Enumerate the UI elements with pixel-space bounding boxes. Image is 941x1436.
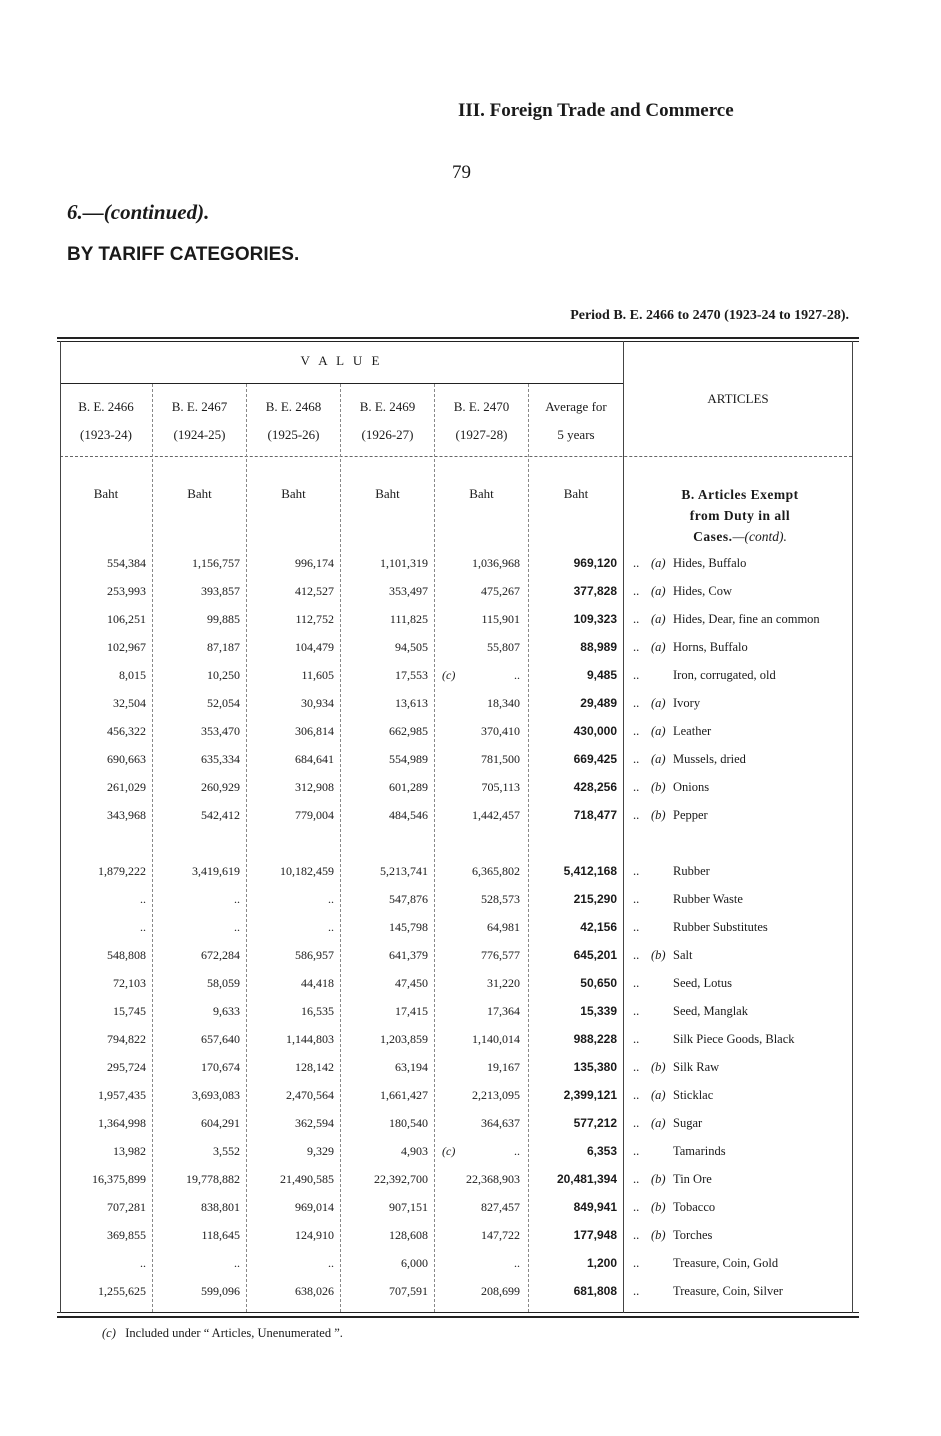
header-bottom-rule [60, 456, 852, 457]
average-value-cell: 215,290 [573, 892, 617, 906]
article-name: Torches [673, 1228, 713, 1242]
column-divider [246, 384, 247, 1312]
tariff-mark: (b) [651, 1172, 666, 1186]
value-cell: 44,418 [301, 976, 334, 990]
tariff-mark: (a) [651, 1116, 666, 1130]
average-value-cell: 5,412,168 [563, 864, 617, 878]
value-cell: 996,174 [295, 556, 334, 570]
value-cell: 9,329 [307, 1144, 334, 1158]
value-cell: 295,724 [107, 1060, 146, 1074]
value-cell: 261,029 [107, 780, 146, 794]
value-cell: 55,807 [487, 640, 520, 654]
value-cell: 115,901 [481, 612, 520, 626]
value-cell: 705,113 [481, 780, 520, 794]
leader-dots: .. [633, 1200, 640, 1214]
value-cell: 58,059 [207, 976, 240, 990]
article-cell [633, 1228, 712, 1243]
leader-dots: .. [633, 696, 640, 710]
average-value-cell: 177,948 [573, 1228, 617, 1242]
value-cell: 1,144,803 [286, 1032, 334, 1046]
value-cell: 548,808 [107, 948, 146, 962]
column-divider [528, 384, 529, 1312]
page-number: 79 [452, 162, 471, 183]
leader-dots: .. [633, 892, 640, 906]
value-cell: 707,281 [107, 1200, 146, 1214]
tariff-mark: (b) [651, 780, 666, 794]
tariff-mark: (a) [651, 640, 666, 654]
article-cell [633, 808, 708, 823]
value-cell: 63,194 [395, 1060, 428, 1074]
column-average-period: 5 years [557, 427, 595, 442]
value-cell: 94,505 [395, 640, 428, 654]
article-name: Silk Piece Goods, Black [673, 1032, 795, 1046]
column-year-2470: B. E. 2470 [453, 399, 510, 414]
leader-dots: .. [633, 1256, 640, 1270]
value-cell: 3,419,619 [192, 864, 240, 878]
article-name: Silk Raw [673, 1060, 720, 1074]
value-cell: 707,591 [389, 1284, 428, 1298]
value-cell: 47,450 [395, 976, 428, 990]
article-name: Treasure, Coin, Gold [673, 1256, 779, 1270]
article-name: Rubber [673, 864, 710, 878]
value-cell: 657,640 [201, 1032, 240, 1046]
value-cell: 1,140,014 [472, 1032, 520, 1046]
value-cell: 635,334 [201, 752, 240, 766]
value-cell: 118,645 [201, 1228, 240, 1242]
average-value-cell: 849,941 [573, 1200, 617, 1214]
value-cell: 72,103 [113, 976, 146, 990]
average-value-cell: 135,380 [573, 1060, 617, 1074]
leader-dots: .. [633, 1088, 640, 1102]
value-cell: 170,674 [201, 1060, 240, 1074]
article-cell [633, 1172, 712, 1187]
value-cell: 17,415 [395, 1004, 428, 1018]
article-cell [633, 920, 768, 935]
article-name: Tamarinds [673, 1144, 726, 1158]
article-cell [633, 696, 700, 711]
table-right-border [852, 341, 853, 1313]
value-cell: 781,500 [481, 752, 520, 766]
value-cell: 13,613 [395, 696, 428, 710]
value-cell: 17,553 [395, 668, 428, 682]
leader-dots: .. [633, 1284, 640, 1298]
value-cell: .. [140, 920, 146, 934]
article-cell [633, 1284, 783, 1299]
value-cell: 838,801 [201, 1200, 240, 1214]
average-value-cell: 645,201 [573, 948, 617, 962]
value-cell: .. [140, 1256, 146, 1270]
leader-dots: .. [633, 1032, 640, 1046]
value-cell: 128,142 [295, 1060, 334, 1074]
article-name: Horns, Buffalo [673, 640, 748, 654]
article-name: Mussels, dried [673, 752, 746, 766]
footnote [102, 1326, 343, 1341]
article-name: Ivory [673, 696, 701, 710]
column-year-2467: B. E. 2467 [171, 399, 228, 414]
column-year-2469: B. E. 2469 [359, 399, 416, 414]
average-value-cell: 88,989 [580, 640, 617, 654]
value-cell: 2,213,095 [472, 1088, 520, 1102]
value-cell: 13,982 [113, 1144, 146, 1158]
value-cell: 1,156,757 [192, 556, 240, 570]
article-cell [633, 1032, 795, 1047]
tariff-mark: (a) [651, 724, 666, 738]
note-marker: (c) [442, 1144, 456, 1158]
average-value-cell: 50,650 [580, 976, 617, 990]
value-cell: 475,267 [481, 584, 520, 598]
table-bottom-rule [57, 1312, 859, 1313]
value-cell: 9,633 [213, 1004, 240, 1018]
value-cell: 15,745 [113, 1004, 146, 1018]
article-name: Rubber Waste [673, 892, 743, 906]
table-top-rule-inner [57, 341, 859, 342]
value-cell: 528,573 [481, 892, 520, 906]
value-cell: 30,934 [301, 696, 334, 710]
unit-label: Baht [93, 486, 119, 501]
value-cell: 31,220 [487, 976, 520, 990]
article-cell [633, 1200, 715, 1215]
article-name: Salt [673, 948, 693, 962]
value-cell: 1,036,968 [472, 556, 520, 570]
value-cell: 641,379 [389, 948, 428, 962]
value-cell: 638,026 [295, 1284, 334, 1298]
value-cell: 1,364,998 [98, 1116, 146, 1130]
category-heading [630, 484, 850, 547]
leader-dots: .. [633, 724, 640, 738]
article-cell [633, 556, 746, 571]
value-header-rule [60, 383, 623, 384]
column-period-2469: (1926-27) [361, 427, 414, 442]
tariff-mark: (b) [651, 808, 666, 822]
value-cell: 554,384 [107, 556, 146, 570]
value-cell: 3,693,083 [192, 1088, 240, 1102]
average-value-cell: 969,120 [573, 556, 617, 570]
leader-dots: .. [633, 976, 640, 990]
article-name: Sugar [673, 1116, 703, 1130]
value-cell: 684,641 [295, 752, 334, 766]
value-cell: 604,291 [201, 1116, 240, 1130]
leader-dots: .. [633, 864, 640, 878]
value-cell: 111,825 [389, 612, 428, 626]
leader-dots: .. [633, 1060, 640, 1074]
value-cell: 362,594 [295, 1116, 334, 1130]
value-cell: 22,368,903 [466, 1172, 520, 1186]
article-cell [633, 724, 711, 739]
value-cell: 147,722 [481, 1228, 520, 1242]
value-cell: .. [328, 1256, 334, 1270]
leader-dots: .. [633, 612, 640, 626]
value-cell: 8,015 [119, 668, 146, 682]
value-cell: 484,546 [389, 808, 428, 822]
article-cell [633, 612, 820, 627]
category-contd: —(contd). [732, 529, 787, 544]
average-value-cell: 109,323 [573, 612, 617, 626]
article-cell [633, 752, 746, 767]
tariff-mark: (b) [651, 1060, 666, 1074]
category-line-3: Cases. [693, 529, 733, 544]
article-name: Hides, Buffalo [673, 556, 747, 570]
average-value-cell: 15,339 [580, 1004, 617, 1018]
value-cell: 343,968 [107, 808, 146, 822]
value-cell: 4,903 [401, 1144, 428, 1158]
value-cell: 102,967 [107, 640, 146, 654]
column-year-2468: B. E. 2468 [265, 399, 322, 414]
article-name: Sticklac [673, 1088, 714, 1102]
value-cell: 412,527 [295, 584, 334, 598]
value-cell: 586,957 [295, 948, 334, 962]
leader-dots: .. [633, 584, 640, 598]
column-period-2467: (1924-25) [173, 427, 226, 442]
category-line-2: from Duty in all [689, 508, 791, 523]
article-cell [633, 668, 776, 683]
value-cell: 99,885 [207, 612, 240, 626]
article-name: Pepper [673, 808, 708, 822]
value-cell: 907,151 [389, 1200, 428, 1214]
value-header: V A L U E [300, 353, 383, 368]
average-value-cell: 428,256 [573, 780, 617, 794]
value-cell: .. [328, 892, 334, 906]
tariff-mark: (a) [651, 696, 666, 710]
value-cell: 128,608 [389, 1228, 428, 1242]
column-average: Average for [545, 399, 607, 414]
value-cell: 312,908 [295, 780, 334, 794]
value-cell: .. [234, 892, 240, 906]
section-title: III. Foreign Trade and Commerce [458, 100, 734, 121]
leader-dots: .. [633, 1004, 640, 1018]
article-cell [633, 864, 710, 879]
value-cell: 52,054 [207, 696, 240, 710]
leader-dots: .. [633, 668, 640, 682]
column-period-2466: (1923-24) [80, 427, 132, 442]
average-value-cell: 377,828 [573, 584, 617, 598]
article-cell [633, 1144, 726, 1159]
value-cell: 64,981 [487, 920, 520, 934]
value-cell: 794,822 [107, 1032, 146, 1046]
leader-dots: .. [633, 808, 640, 822]
value-cell: 370,410 [481, 724, 520, 738]
column-period-2468: (1925-26) [267, 427, 320, 442]
article-name: Rubber Substitutes [673, 920, 768, 934]
value-cell: 690,663 [107, 752, 146, 766]
leader-dots: .. [633, 780, 640, 794]
value-cell: 353,470 [201, 724, 240, 738]
unit-label: Baht [563, 486, 589, 501]
value-cell: 542,412 [201, 808, 240, 822]
value-cell: .. [514, 1144, 520, 1158]
value-cell: 827,457 [481, 1200, 520, 1214]
article-name: Treasure, Coin, Silver [673, 1284, 783, 1298]
value-cell: 180,540 [389, 1116, 428, 1130]
average-value-cell: 577,212 [573, 1116, 617, 1130]
articles-header: ARTICLES [707, 391, 769, 406]
value-cell: 6,000 [401, 1256, 428, 1270]
leader-dots: .. [633, 1172, 640, 1186]
value-cell: 124,910 [295, 1228, 334, 1242]
article-name: Tin Ore [673, 1172, 712, 1186]
table-bottom-rule-outer [57, 1316, 859, 1318]
value-cell: .. [514, 668, 520, 682]
footnote-text: Included under “ Articles, Unenumerated ”. [125, 1326, 343, 1340]
unit-label: Baht [187, 486, 212, 501]
unit-label: Baht [281, 486, 306, 501]
average-value-cell: 9,485 [586, 668, 617, 682]
article-cell [633, 1060, 719, 1075]
average-value-cell: 6,353 [586, 1144, 617, 1158]
value-cell: 1,879,222 [98, 864, 146, 878]
value-cell: 547,876 [389, 892, 428, 906]
value-cell: 601,289 [389, 780, 428, 794]
average-value-cell: 20,481,394 [556, 1172, 617, 1186]
average-value-cell: 29,489 [580, 696, 617, 710]
footnote-mark: (c) [102, 1326, 116, 1340]
tariff-mark: (a) [651, 556, 666, 570]
value-cell: 32,504 [113, 696, 146, 710]
value-cell: 369,855 [107, 1228, 146, 1242]
value-cell: 10,250 [207, 668, 240, 682]
article-cell [633, 948, 692, 963]
value-cell: 3,552 [213, 1144, 240, 1158]
average-value-cell: 1,200 [586, 1256, 617, 1270]
value-cell: .. [140, 892, 146, 906]
leader-dots: .. [633, 948, 640, 962]
tariff-mark: (a) [651, 584, 666, 598]
value-cell: 779,004 [295, 808, 334, 822]
value-cell: 1,203,859 [380, 1032, 428, 1046]
value-cell: 364,637 [481, 1116, 520, 1130]
value-cell: 306,814 [295, 724, 334, 738]
article-cell [633, 976, 732, 991]
value-cell: 17,364 [487, 1004, 520, 1018]
value-cell: 1,957,435 [98, 1088, 146, 1102]
tariff-mark: (b) [651, 1228, 666, 1242]
value-cell: 106,251 [107, 612, 146, 626]
average-value-cell: 681,808 [573, 1284, 617, 1298]
value-cell: 253,993 [107, 584, 146, 598]
tariff-mark: (a) [651, 752, 666, 766]
value-cell: 353,497 [389, 584, 428, 598]
value-cell: 456,322 [107, 724, 146, 738]
leader-dots: .. [633, 556, 640, 570]
table-top-rule [57, 337, 859, 339]
article-cell [633, 892, 743, 907]
value-cell: 1,661,427 [380, 1088, 428, 1102]
article-cell [633, 640, 748, 655]
column-divider [152, 384, 153, 1312]
value-cell: 1,255,625 [98, 1284, 146, 1298]
article-name: Iron, corrugated, old [673, 668, 776, 682]
column-period-2470: (1927-28) [455, 427, 508, 442]
unit-label: Baht [469, 486, 494, 501]
article-cell [633, 1088, 713, 1103]
value-cell: 599,096 [201, 1284, 240, 1298]
leader-dots: .. [633, 1144, 640, 1158]
value-cell: 2,470,564 [286, 1088, 334, 1102]
average-value-cell: 430,000 [573, 724, 617, 738]
article-cell [633, 1004, 748, 1019]
leader-dots: .. [633, 752, 640, 766]
value-cell: 19,167 [487, 1060, 520, 1074]
value-cell: 5,213,741 [380, 864, 428, 878]
column-divider [434, 384, 435, 1312]
value-cell: 19,778,882 [186, 1172, 240, 1186]
article-name: Hides, Cow [673, 584, 733, 598]
average-value-cell: 2,399,121 [563, 1088, 617, 1102]
value-cell: 1,101,319 [380, 556, 428, 570]
article-cell [633, 584, 732, 599]
article-name: Tobacco [673, 1200, 716, 1214]
average-value-cell: 42,156 [580, 920, 617, 934]
average-value-cell: 669,425 [573, 752, 617, 766]
article-cell [633, 1256, 778, 1271]
tariff-mark: (b) [651, 948, 666, 962]
value-cell: 776,577 [481, 948, 520, 962]
value-cell: 969,014 [295, 1200, 334, 1214]
column-divider [340, 384, 341, 1312]
value-cell: 6,365,802 [472, 864, 520, 878]
value-cell: 87,187 [207, 640, 240, 654]
value-cell: 208,699 [481, 1284, 520, 1298]
value-cell: 22,392,700 [374, 1172, 428, 1186]
value-cell: .. [234, 920, 240, 934]
article-cell [633, 780, 709, 795]
article-name: Onions [673, 780, 710, 794]
value-cell: .. [234, 1256, 240, 1270]
article-name: Leather [673, 724, 712, 738]
value-cell: .. [328, 920, 334, 934]
leader-dots: .. [633, 1228, 640, 1242]
value-cell: 16,535 [301, 1004, 334, 1018]
average-value-cell: 988,228 [573, 1032, 617, 1046]
value-cell: 554,989 [389, 752, 428, 766]
value-cell: 21,490,585 [280, 1172, 334, 1186]
leader-dots: .. [633, 920, 640, 934]
value-cell: 11,605 [301, 668, 334, 682]
table-continued-label: 6.—(continued). [67, 200, 210, 224]
tariff-heading: BY TARIFF CATEGORIES. [67, 244, 300, 265]
leader-dots: .. [633, 640, 640, 654]
value-cell: 16,375,899 [92, 1172, 146, 1186]
article-name: Seed, Manglak [673, 1004, 748, 1018]
articles-divider [623, 341, 624, 1313]
value-cell: 145,798 [389, 920, 428, 934]
category-line-1: B. Articles Exempt [681, 487, 799, 502]
article-name: Hides, Dear, fine an common [673, 612, 820, 626]
average-value-cell: 718,477 [573, 808, 617, 822]
value-cell: .. [514, 1256, 520, 1270]
value-cell: 662,985 [389, 724, 428, 738]
value-cell: 104,479 [295, 640, 334, 654]
value-cell: 10,182,459 [280, 864, 334, 878]
note-marker: (c) [442, 668, 456, 682]
tariff-mark: (b) [651, 1200, 666, 1214]
period-heading: Period B. E. 2466 to 2470 (1923-24 to 1927-28). [570, 308, 849, 323]
value-cell: 672,284 [201, 948, 240, 962]
value-cell: 18,340 [487, 696, 520, 710]
value-cell: 112,752 [295, 612, 334, 626]
unit-label: Baht [375, 486, 400, 501]
article-name: Seed, Lotus [673, 976, 733, 990]
tariff-mark: (a) [651, 612, 666, 626]
value-cell: 260,929 [201, 780, 240, 794]
value-cell: 1,442,457 [472, 808, 520, 822]
leader-dots: .. [633, 1116, 640, 1130]
article-cell [633, 1116, 702, 1131]
column-year-2466: B. E. 2466 [78, 399, 134, 414]
tariff-mark: (a) [651, 1088, 666, 1102]
value-cell: 393,857 [201, 584, 240, 598]
